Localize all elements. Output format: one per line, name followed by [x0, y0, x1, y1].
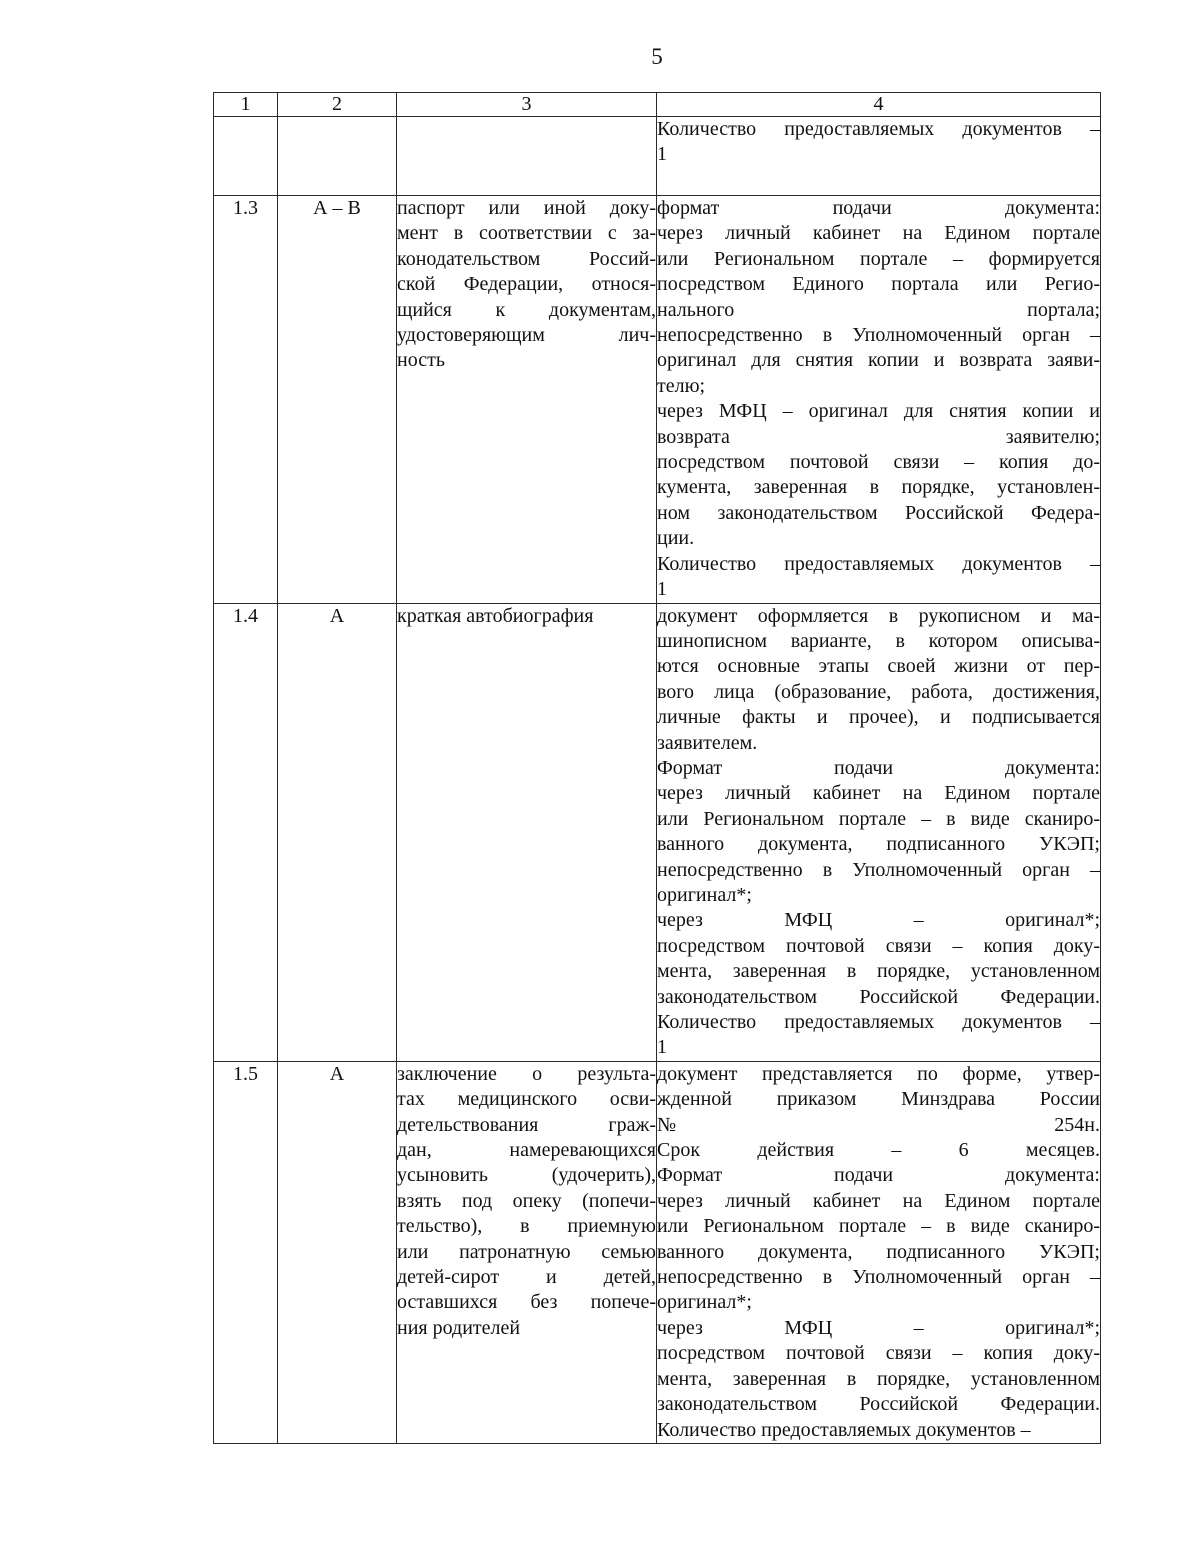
- text-line: ния родителей: [397, 1316, 521, 1339]
- text-line: вого лица (образование, работа, достижения,: [657, 680, 1100, 703]
- text-line: оставшихся без попече-: [397, 1291, 656, 1314]
- row-number-cell: 1.5: [214, 1061, 278, 1443]
- text-line: формат подачи документа:: [657, 197, 1100, 219]
- text-line: оригинал*;: [657, 1291, 752, 1314]
- text-line: Количество предоставляемых документов –: [657, 1418, 1031, 1441]
- text-line: ской Федерации, относя-: [397, 273, 656, 296]
- header-cell: 2: [278, 93, 397, 117]
- text-line: нального портала;: [657, 298, 1100, 321]
- row-number-cell: 1.4: [214, 603, 278, 1061]
- text-line: дан, намеревающихся: [397, 1139, 656, 1162]
- text-line: посредством Единого портала или Регио-: [657, 273, 1100, 296]
- text-line: жденной приказом Минздрава России: [657, 1088, 1100, 1111]
- text-line: непосредственно в Уполномоченный орган –: [657, 858, 1100, 881]
- text-line: документ представляется по форме, утвер-: [657, 1062, 1100, 1085]
- table-row: [214, 1061, 1101, 1443]
- text-line: возврата заявителю;: [657, 425, 1100, 448]
- document-name-cell: [397, 196, 657, 604]
- text-line: тах медицинского осви-: [397, 1088, 656, 1111]
- text-line: мента, заверенная в порядке, установленном: [657, 960, 1100, 983]
- text-line: ванного документа, подписанного УКЭП;: [657, 833, 1100, 856]
- document-name-cell: [397, 1061, 657, 1443]
- row-category-cell: [278, 117, 397, 196]
- text-line: непосредственно в Уполномоченный орган –: [657, 324, 1100, 347]
- text-line: ванного документа, подписанного УКЭП;: [657, 1240, 1100, 1263]
- text-line: шинописном варианте, в котором описыва-: [657, 629, 1100, 652]
- text-line: ции.: [657, 527, 695, 550]
- text-line: Формат подачи документа:: [657, 1164, 1100, 1187]
- text-line: или патронатную семью: [397, 1240, 656, 1263]
- text-line: или Региональном портале – формируется: [657, 247, 1100, 270]
- row-category-cell: А: [278, 603, 397, 1061]
- document-name-cell: [397, 117, 657, 196]
- header-cell: 4: [657, 93, 1101, 117]
- text-line: документ оформляется в рукописном и ма-: [657, 604, 1100, 627]
- text-line: Срок действия – 6 месяцев.: [657, 1139, 1100, 1162]
- table-row: [214, 196, 1101, 604]
- text-line: Формат подачи документа:: [657, 756, 1100, 779]
- document-requirements-cell: [657, 1061, 1101, 1443]
- document-requirements-cell: [657, 117, 1101, 196]
- text-line: или Региональном портале – в виде сканиро-: [657, 807, 1100, 830]
- header-cell: 3: [397, 93, 657, 117]
- text-line: через личный кабинет на Едином портале: [657, 1189, 1100, 1212]
- text-line: конодательством Россий-: [397, 247, 656, 270]
- row-category-cell: А – В: [278, 196, 397, 604]
- text-line: оригинал для снятия копии и возврата заяви-: [657, 349, 1100, 372]
- documents-table: [213, 92, 1101, 1444]
- text-line: личные факты и прочее), и подписывается: [657, 706, 1100, 729]
- text-line: 1: [657, 1036, 667, 1059]
- text-line: через личный кабинет на Едином портале: [657, 782, 1100, 805]
- text-line: мент в соответствии с за-: [397, 222, 656, 245]
- text-line: усыновить (удочерить),: [397, 1164, 656, 1187]
- text-line: оригинал*;: [657, 883, 752, 906]
- document-requirements-cell: [657, 603, 1101, 1061]
- text-line: тельство), в приемную: [397, 1215, 656, 1238]
- text-line: ном законодательством Российской Федера-: [657, 501, 1100, 524]
- text-line: взять под опеку (попечи-: [397, 1189, 656, 1212]
- text-line: через МФЦ – оригинал*;: [657, 909, 1100, 932]
- text-line: 1: [657, 578, 667, 601]
- text-line: посредством почтовой связи – копия доку-: [657, 1342, 1100, 1365]
- row-category-cell: А: [278, 1061, 397, 1443]
- table-header-row: [214, 93, 1101, 117]
- text-line: ются основные этапы своей жизни от пер-: [657, 655, 1100, 678]
- text-line: детельствования граж-: [397, 1113, 656, 1136]
- text-line: Количество предоставляемых документов –: [657, 118, 1100, 140]
- document-name-cell: [397, 603, 657, 1061]
- text-line: ность: [397, 349, 445, 372]
- text-line: через личный кабинет на Едином портале: [657, 222, 1100, 245]
- page-number: 5: [651, 44, 663, 69]
- header-cell: 1: [214, 93, 278, 117]
- text-line: телю;: [657, 374, 706, 397]
- text-line: законодательством Российской Федерации.: [657, 985, 1100, 1008]
- row-number-cell: 1.3: [214, 196, 278, 604]
- text-line: или Региональном портале – в виде сканиро-: [657, 1215, 1100, 1238]
- text-line: детей-сирот и детей,: [397, 1266, 656, 1289]
- text-line: непосредственно в Уполномоченный орган –: [657, 1266, 1100, 1289]
- text-line: посредством почтовой связи – копия доку-: [657, 934, 1100, 957]
- text-line: краткая автобиография: [397, 604, 594, 627]
- text-line: законодательством Российской Федерации.: [657, 1393, 1100, 1416]
- text-line: паспорт или иной доку-: [397, 197, 656, 219]
- text-line: Количество предоставляемых документов –: [657, 552, 1100, 575]
- text-line: посредством почтовой связи – копия до-: [657, 451, 1100, 474]
- row-number-cell: [214, 117, 278, 196]
- text-line: щийся к документам,: [397, 298, 656, 321]
- text-line: кумента, заверенная в порядке, установлен-: [657, 476, 1100, 499]
- text-line: мента, заверенная в порядке, установленном: [657, 1367, 1100, 1390]
- text-line: 1: [657, 143, 667, 166]
- text-line: через МФЦ – оригинал для снятия копии и: [657, 400, 1100, 423]
- text-line: через МФЦ – оригинал*;: [657, 1316, 1100, 1339]
- document-requirements-cell: [657, 196, 1101, 604]
- text-line: заявителем.: [657, 731, 758, 754]
- text-line: Количество предоставляемых документов –: [657, 1011, 1100, 1033]
- table-row: [214, 117, 1101, 196]
- text-line: заключение о результа-: [397, 1062, 656, 1085]
- text-line: удостоверяющим лич-: [397, 324, 656, 347]
- table-row: [214, 603, 1101, 1061]
- text-line: № 254н.: [657, 1113, 1100, 1136]
